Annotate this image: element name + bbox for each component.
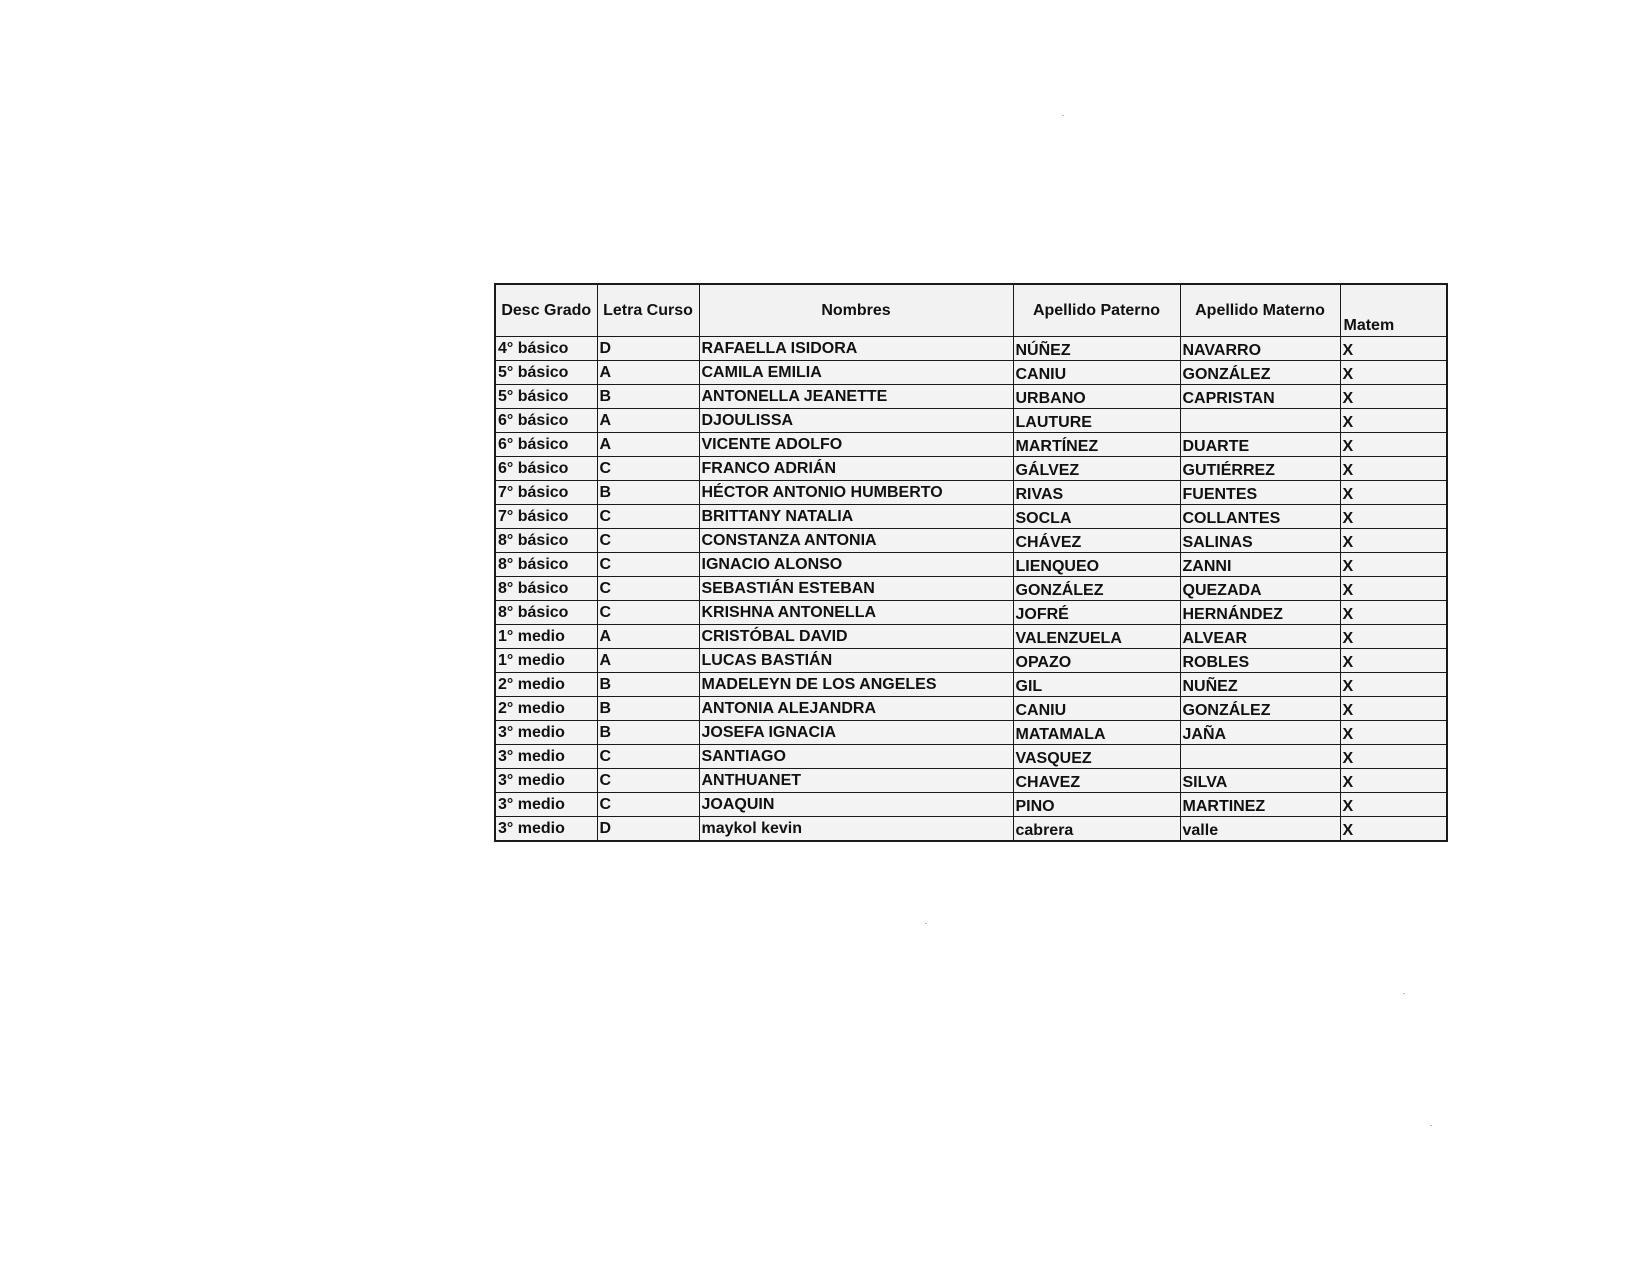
cell-nombres: JOAQUIN: [699, 793, 1013, 817]
cell-matem: X: [1340, 385, 1447, 409]
cell-apellido-paterno: VASQUEZ: [1013, 745, 1180, 769]
cell-matem: X: [1340, 409, 1447, 433]
header-apellido-materno: Apellido Materno: [1180, 284, 1340, 337]
cell-apellido-paterno: RIVAS: [1013, 481, 1180, 505]
cell-apellido-materno: GUTIÉRREZ: [1180, 457, 1340, 481]
cell-apellido-materno: QUEZADA: [1180, 577, 1340, 601]
table-row: [495, 673, 1447, 697]
cell-letra-curso: D: [597, 817, 699, 842]
cell-matem: X: [1340, 505, 1447, 529]
table-row: [495, 337, 1447, 361]
cell-apellido-paterno: LAUTURE: [1013, 409, 1180, 433]
cell-apellido-materno: FUENTES: [1180, 481, 1340, 505]
cell-desc-grado: 8° básico: [495, 553, 597, 577]
cell-matem: X: [1340, 577, 1447, 601]
table-row: [495, 361, 1447, 385]
table-row: [495, 433, 1447, 457]
cell-nombres: DJOULISSA: [699, 409, 1013, 433]
cell-letra-curso: C: [597, 529, 699, 553]
cell-apellido-paterno: SOCLA: [1013, 505, 1180, 529]
cell-matem: X: [1340, 457, 1447, 481]
cell-apellido-materno: [1180, 409, 1340, 433]
cell-nombres: CONSTANZA ANTONIA: [699, 529, 1013, 553]
cell-apellido-materno: MARTINEZ: [1180, 793, 1340, 817]
cell-apellido-materno: [1180, 745, 1340, 769]
cell-letra-curso: C: [597, 769, 699, 793]
cell-nombres: maykol kevin: [699, 817, 1013, 842]
cell-desc-grado: 1° medio: [495, 649, 597, 673]
cell-nombres: RAFAELLA ISIDORA: [699, 337, 1013, 361]
cell-apellido-materno: ROBLES: [1180, 649, 1340, 673]
table-body: [495, 337, 1447, 842]
cell-matem: X: [1340, 817, 1447, 842]
cell-apellido-materno: NUÑEZ: [1180, 673, 1340, 697]
cell-apellido-paterno: GIL: [1013, 673, 1180, 697]
cell-apellido-paterno: VALENZUELA: [1013, 625, 1180, 649]
cell-nombres: CRISTÓBAL DAVID: [699, 625, 1013, 649]
cell-matem: X: [1340, 337, 1447, 361]
cell-apellido-materno: COLLANTES: [1180, 505, 1340, 529]
cell-letra-curso: C: [597, 577, 699, 601]
cell-desc-grado: 6° básico: [495, 457, 597, 481]
cell-nombres: ANTONIA ALEJANDRA: [699, 697, 1013, 721]
cell-apellido-materno: JAÑA: [1180, 721, 1340, 745]
cell-apellido-materno: GONZÁLEZ: [1180, 697, 1340, 721]
cell-nombres: KRISHNA ANTONELLA: [699, 601, 1013, 625]
table-row: [495, 529, 1447, 553]
cell-apellido-paterno: PINO: [1013, 793, 1180, 817]
cell-matem: X: [1340, 697, 1447, 721]
cell-letra-curso: B: [597, 673, 699, 697]
cell-nombres: FRANCO ADRIÁN: [699, 457, 1013, 481]
header-letra-curso: Letra Curso: [597, 284, 699, 337]
table-row: [495, 745, 1447, 769]
cell-nombres: JOSEFA IGNACIA: [699, 721, 1013, 745]
header-nombres: Nombres: [699, 284, 1013, 337]
cell-desc-grado: 3° medio: [495, 817, 597, 842]
cell-letra-curso: B: [597, 721, 699, 745]
cell-desc-grado: 8° básico: [495, 577, 597, 601]
scan-speck: [1430, 1125, 1432, 1126]
table-header: [495, 284, 1447, 337]
table-row: [495, 385, 1447, 409]
table-row: [495, 817, 1447, 842]
cell-letra-curso: A: [597, 649, 699, 673]
cell-apellido-paterno: JOFRÉ: [1013, 601, 1180, 625]
table-row: [495, 649, 1447, 673]
cell-apellido-paterno: LIENQUEO: [1013, 553, 1180, 577]
cell-desc-grado: 2° medio: [495, 697, 597, 721]
cell-desc-grado: 5° básico: [495, 361, 597, 385]
table-row: [495, 601, 1447, 625]
cell-matem: X: [1340, 481, 1447, 505]
table-row: [495, 409, 1447, 433]
cell-letra-curso: A: [597, 625, 699, 649]
cell-letra-curso: C: [597, 745, 699, 769]
cell-nombres: SANTIAGO: [699, 745, 1013, 769]
table-row: [495, 769, 1447, 793]
cell-nombres: VICENTE ADOLFO: [699, 433, 1013, 457]
cell-desc-grado: 8° básico: [495, 529, 597, 553]
cell-letra-curso: A: [597, 409, 699, 433]
cell-matem: X: [1340, 673, 1447, 697]
cell-desc-grado: 8° básico: [495, 601, 597, 625]
cell-desc-grado: 3° medio: [495, 721, 597, 745]
cell-nombres: BRITTANY NATALIA: [699, 505, 1013, 529]
cell-matem: X: [1340, 433, 1447, 457]
table-row: [495, 457, 1447, 481]
cell-desc-grado: 3° medio: [495, 745, 597, 769]
cell-apellido-materno: valle: [1180, 817, 1340, 842]
cell-matem: X: [1340, 769, 1447, 793]
cell-letra-curso: B: [597, 481, 699, 505]
table-row: [495, 553, 1447, 577]
cell-apellido-paterno: NÚÑEZ: [1013, 337, 1180, 361]
cell-apellido-paterno: MARTÍNEZ: [1013, 433, 1180, 457]
cell-apellido-paterno: CANIU: [1013, 361, 1180, 385]
cell-desc-grado: 2° medio: [495, 673, 597, 697]
cell-matem: X: [1340, 361, 1447, 385]
cell-apellido-materno: NAVARRO: [1180, 337, 1340, 361]
cell-letra-curso: C: [597, 505, 699, 529]
table-row: [495, 793, 1447, 817]
cell-apellido-materno: SALINAS: [1180, 529, 1340, 553]
cell-apellido-paterno: OPAZO: [1013, 649, 1180, 673]
cell-apellido-paterno: URBANO: [1013, 385, 1180, 409]
header-row: [495, 284, 1447, 337]
cell-apellido-materno: GONZÁLEZ: [1180, 361, 1340, 385]
table-row: [495, 721, 1447, 745]
cell-apellido-materno: ALVEAR: [1180, 625, 1340, 649]
cell-letra-curso: B: [597, 385, 699, 409]
cell-nombres: CAMILA EMILIA: [699, 361, 1013, 385]
cell-nombres: ANTONELLA JEANETTE: [699, 385, 1013, 409]
cell-apellido-paterno: GONZÁLEZ: [1013, 577, 1180, 601]
cell-matem: X: [1340, 601, 1447, 625]
cell-desc-grado: 1° medio: [495, 625, 597, 649]
student-roster-table: [494, 283, 1448, 842]
cell-letra-curso: C: [597, 553, 699, 577]
cell-matem: X: [1340, 721, 1447, 745]
header-apellido-paterno: Apellido Paterno: [1013, 284, 1180, 337]
cell-desc-grado: 3° medio: [495, 769, 597, 793]
scan-speck: [1062, 115, 1064, 116]
cell-apellido-materno: SILVA: [1180, 769, 1340, 793]
scan-speck: [925, 923, 927, 924]
header-matem: Matem: [1340, 284, 1447, 337]
cell-letra-curso: A: [597, 361, 699, 385]
cell-nombres: SEBASTIÁN ESTEBAN: [699, 577, 1013, 601]
cell-letra-curso: C: [597, 457, 699, 481]
cell-nombres: IGNACIO ALONSO: [699, 553, 1013, 577]
cell-letra-curso: A: [597, 433, 699, 457]
cell-desc-grado: 7° básico: [495, 505, 597, 529]
cell-nombres: LUCAS BASTIÁN: [699, 649, 1013, 673]
table-row: [495, 505, 1447, 529]
cell-apellido-paterno: GÁLVEZ: [1013, 457, 1180, 481]
header-desc-grado: Desc Grado: [495, 284, 597, 337]
cell-apellido-paterno: MATAMALA: [1013, 721, 1180, 745]
cell-apellido-paterno: CHÁVEZ: [1013, 529, 1180, 553]
table-row: [495, 481, 1447, 505]
cell-apellido-paterno: CHAVEZ: [1013, 769, 1180, 793]
cell-desc-grado: 4° básico: [495, 337, 597, 361]
cell-matem: X: [1340, 745, 1447, 769]
cell-matem: X: [1340, 529, 1447, 553]
cell-nombres: MADELEYN DE LOS ANGELES: [699, 673, 1013, 697]
cell-desc-grado: 5° básico: [495, 385, 597, 409]
cell-apellido-paterno: CANIU: [1013, 697, 1180, 721]
cell-apellido-materno: HERNÁNDEZ: [1180, 601, 1340, 625]
scan-speck: [1403, 993, 1405, 994]
cell-matem: X: [1340, 793, 1447, 817]
table-row: [495, 697, 1447, 721]
cell-apellido-materno: ZANNI: [1180, 553, 1340, 577]
cell-matem: X: [1340, 625, 1447, 649]
cell-apellido-materno: DUARTE: [1180, 433, 1340, 457]
table-row: [495, 625, 1447, 649]
table-row: [495, 577, 1447, 601]
cell-letra-curso: D: [597, 337, 699, 361]
cell-apellido-paterno: cabrera: [1013, 817, 1180, 842]
cell-desc-grado: 7° básico: [495, 481, 597, 505]
cell-letra-curso: C: [597, 793, 699, 817]
cell-desc-grado: 6° básico: [495, 433, 597, 457]
cell-apellido-materno: CAPRISTAN: [1180, 385, 1340, 409]
cell-letra-curso: C: [597, 601, 699, 625]
cell-nombres: ANTHUANET: [699, 769, 1013, 793]
cell-desc-grado: 6° básico: [495, 409, 597, 433]
cell-matem: X: [1340, 553, 1447, 577]
cell-nombres: HÉCTOR ANTONIO HUMBERTO: [699, 481, 1013, 505]
cell-desc-grado: 3° medio: [495, 793, 597, 817]
cell-letra-curso: B: [597, 697, 699, 721]
cell-matem: X: [1340, 649, 1447, 673]
